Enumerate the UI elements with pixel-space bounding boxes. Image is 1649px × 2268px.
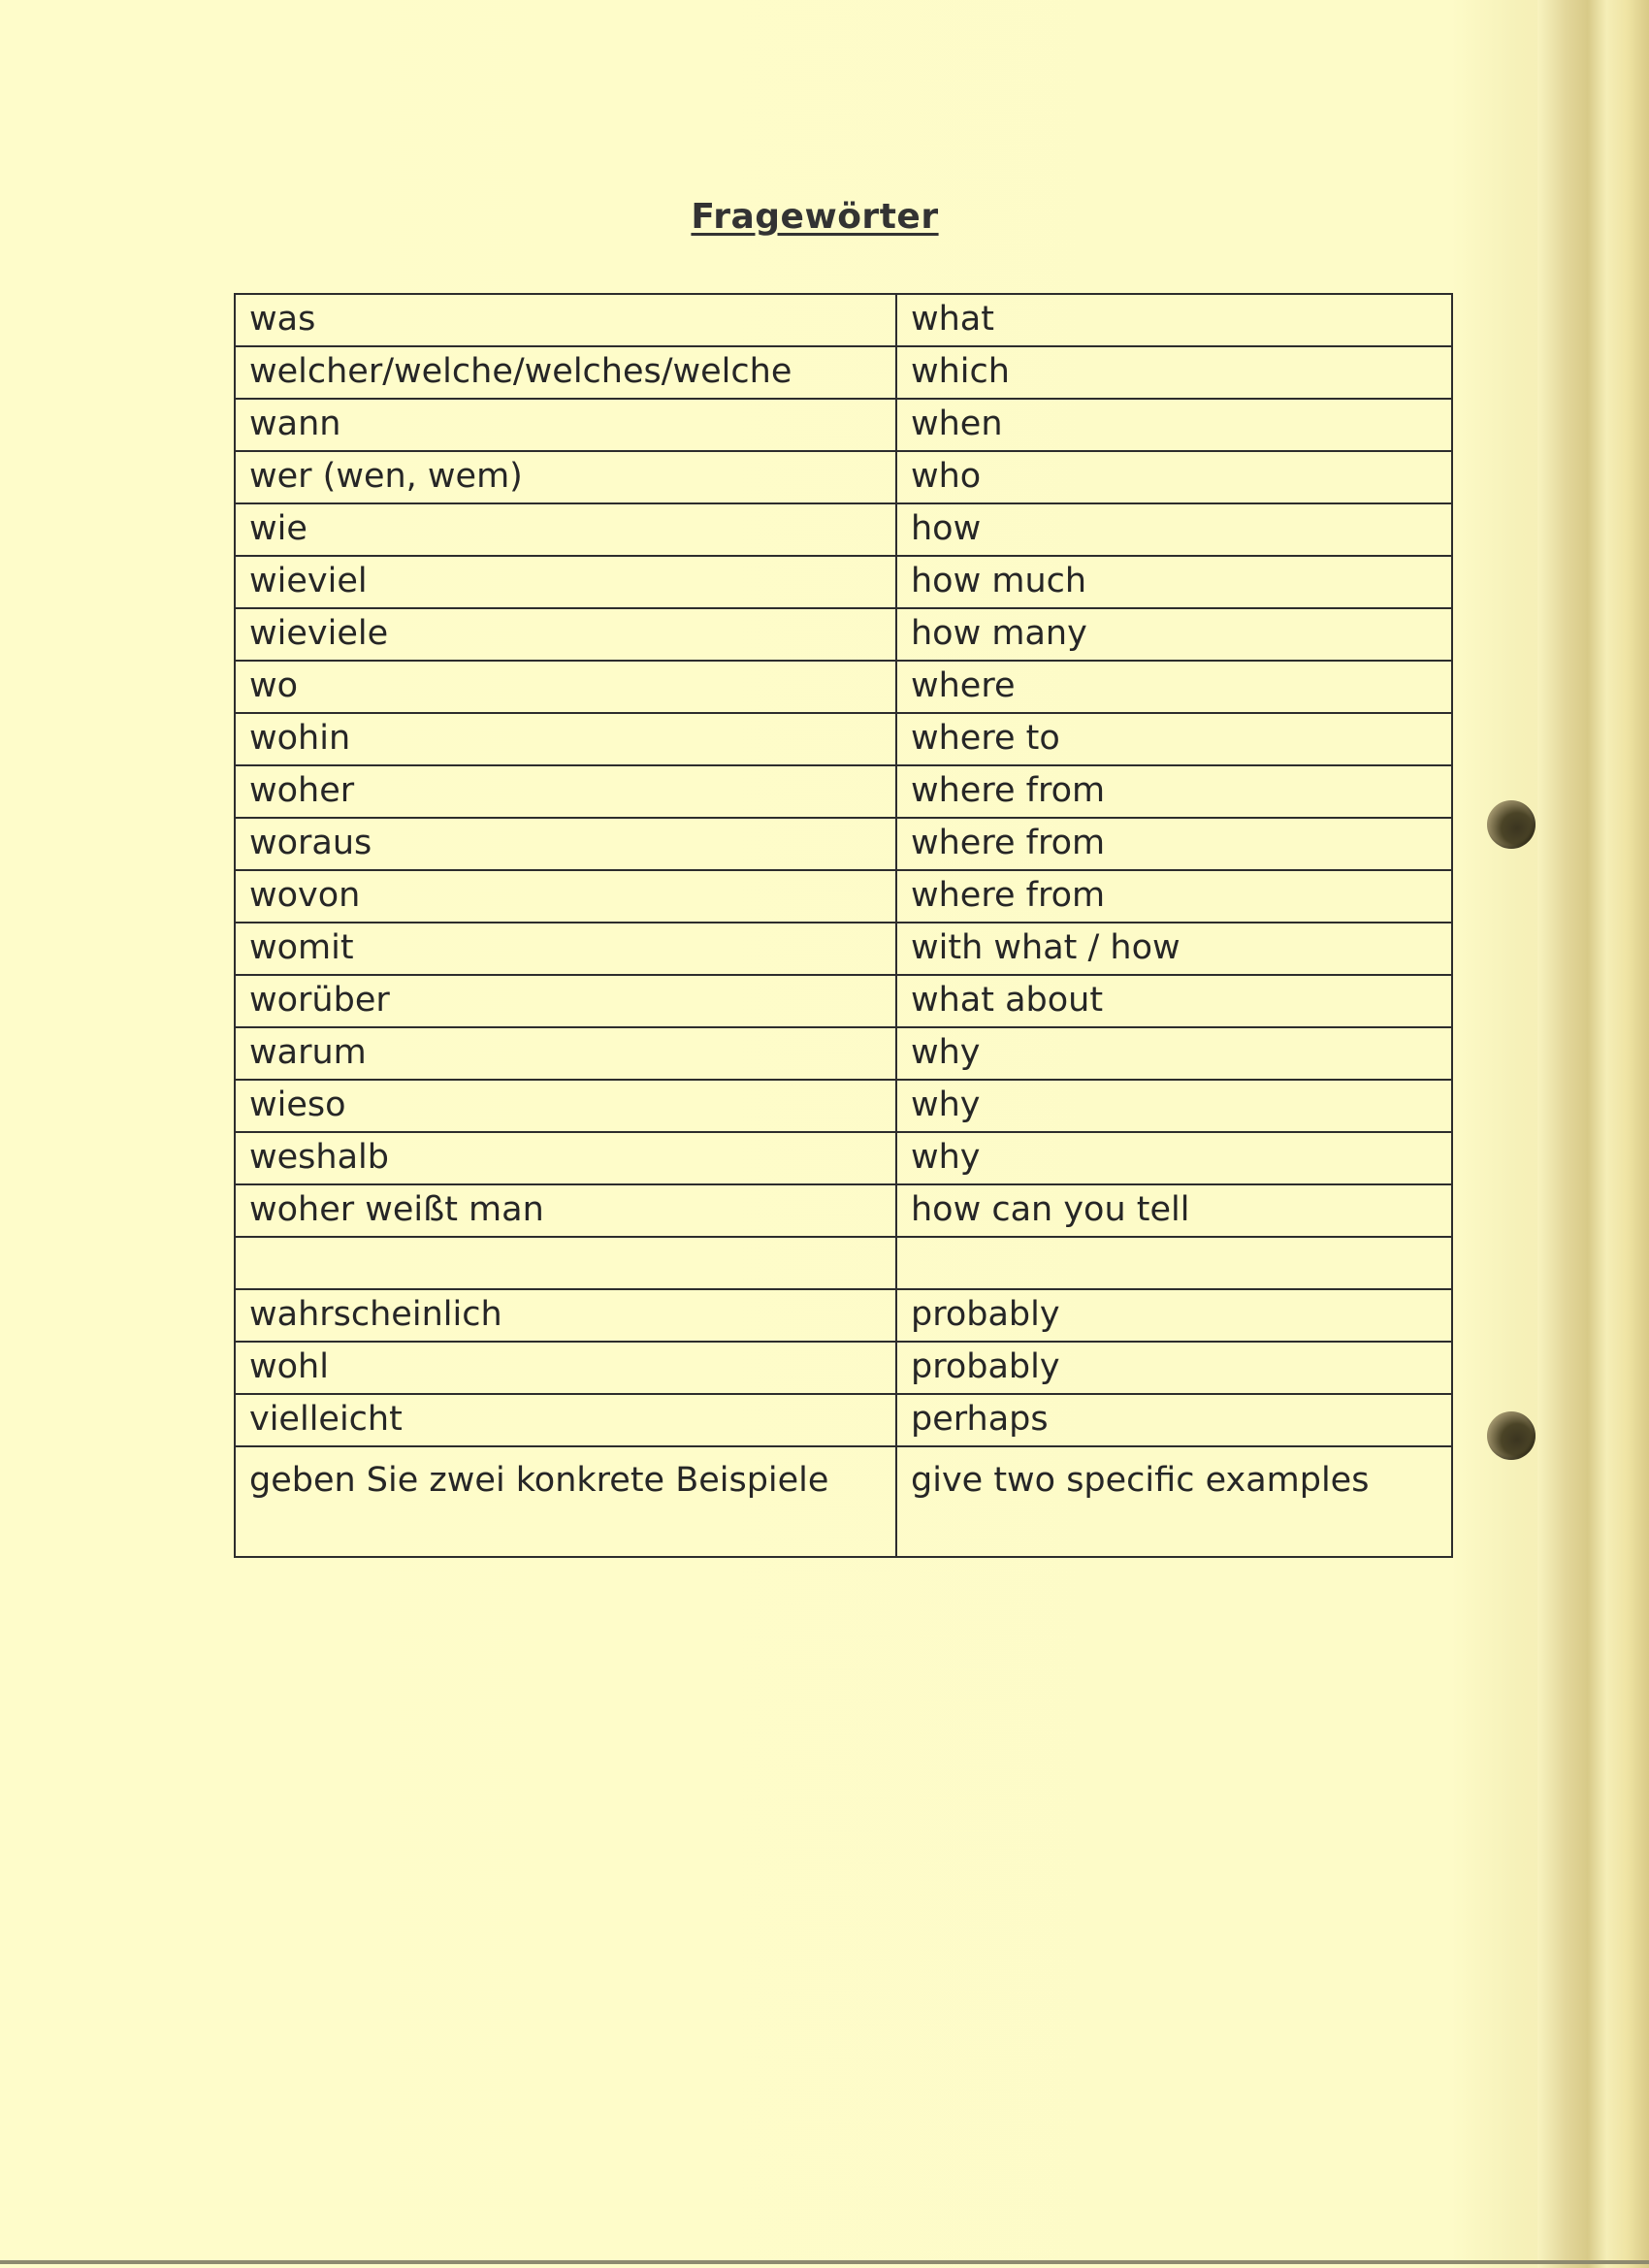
- german-word: wieviele: [235, 608, 896, 661]
- binder-edge: [1537, 0, 1649, 2268]
- page-title: Fragewörter: [691, 197, 939, 237]
- german-word: womit: [235, 923, 896, 975]
- english-translation: probably: [896, 1289, 1452, 1342]
- empty-table-row: [235, 1237, 1452, 1289]
- german-word: weshalb: [235, 1132, 896, 1184]
- table-row: [235, 1342, 1452, 1394]
- german-word: wie: [235, 503, 896, 556]
- english-translation: why: [896, 1132, 1452, 1184]
- english-translation: where: [896, 661, 1452, 713]
- table-row: [235, 1289, 1452, 1342]
- english-translation: how: [896, 503, 1452, 556]
- english-translation: why: [896, 1080, 1452, 1132]
- german-word: wieso: [235, 1080, 896, 1132]
- english-translation: who: [896, 451, 1452, 503]
- table-row: [235, 346, 1452, 399]
- german-word: welcher/welche/welches/welche: [235, 346, 896, 399]
- table-row: [235, 1132, 1452, 1184]
- vocabulary-table: [234, 293, 1453, 1558]
- german-word: was: [235, 294, 896, 346]
- german-word: warum: [235, 1027, 896, 1080]
- english-translation: what: [896, 294, 1452, 346]
- table-row: [235, 1446, 1452, 1557]
- table-row: [235, 1080, 1452, 1132]
- table-row: [235, 503, 1452, 556]
- german-word: wann: [235, 399, 896, 451]
- german-word: wohl: [235, 1342, 896, 1394]
- english-translation: where from: [896, 765, 1452, 818]
- english-translation: where to: [896, 713, 1452, 765]
- table-row: [235, 399, 1452, 451]
- table-row: [235, 923, 1452, 975]
- english-translation: how many: [896, 608, 1452, 661]
- german-word: vielleicht: [235, 1394, 896, 1446]
- german-word: wo: [235, 661, 896, 713]
- bottom-edge-line: [0, 2260, 1649, 2264]
- german-word: [235, 1237, 896, 1289]
- table-row: [235, 713, 1452, 765]
- table-row: [235, 765, 1452, 818]
- german-word: woher: [235, 765, 896, 818]
- english-translation: what about: [896, 975, 1452, 1027]
- punch-hole-bottom: [1487, 1411, 1536, 1460]
- english-translation: how can you tell: [896, 1184, 1452, 1237]
- english-translation: how much: [896, 556, 1452, 608]
- english-translation: give two specific examples: [896, 1446, 1452, 1557]
- german-word: wer (wen, wem): [235, 451, 896, 503]
- english-translation: when: [896, 399, 1452, 451]
- german-word: geben Sie zwei konkrete Beispiele: [235, 1446, 896, 1557]
- table-row: [235, 294, 1452, 346]
- english-translation: perhaps: [896, 1394, 1452, 1446]
- english-translation: [896, 1237, 1452, 1289]
- english-translation: where from: [896, 818, 1452, 870]
- table-row: [235, 870, 1452, 923]
- german-word: wieviel: [235, 556, 896, 608]
- table-row: [235, 1027, 1452, 1080]
- english-translation: with what / how: [896, 923, 1452, 975]
- english-translation: why: [896, 1027, 1452, 1080]
- german-word: woraus: [235, 818, 896, 870]
- punch-hole-top: [1487, 800, 1536, 849]
- german-word: worüber: [235, 975, 896, 1027]
- table-row: [235, 1394, 1452, 1446]
- table-row: [235, 975, 1452, 1027]
- table-row: [235, 556, 1452, 608]
- german-word: wahrscheinlich: [235, 1289, 896, 1342]
- english-translation: which: [896, 346, 1452, 399]
- english-translation: probably: [896, 1342, 1452, 1394]
- table-row: [235, 451, 1452, 503]
- table-row: [235, 608, 1452, 661]
- table-row: [235, 818, 1452, 870]
- table-row: [235, 661, 1452, 713]
- german-word: wovon: [235, 870, 896, 923]
- english-translation: where from: [896, 870, 1452, 923]
- table-row: [235, 1184, 1452, 1237]
- german-word: wohin: [235, 713, 896, 765]
- german-word: woher weißt man: [235, 1184, 896, 1237]
